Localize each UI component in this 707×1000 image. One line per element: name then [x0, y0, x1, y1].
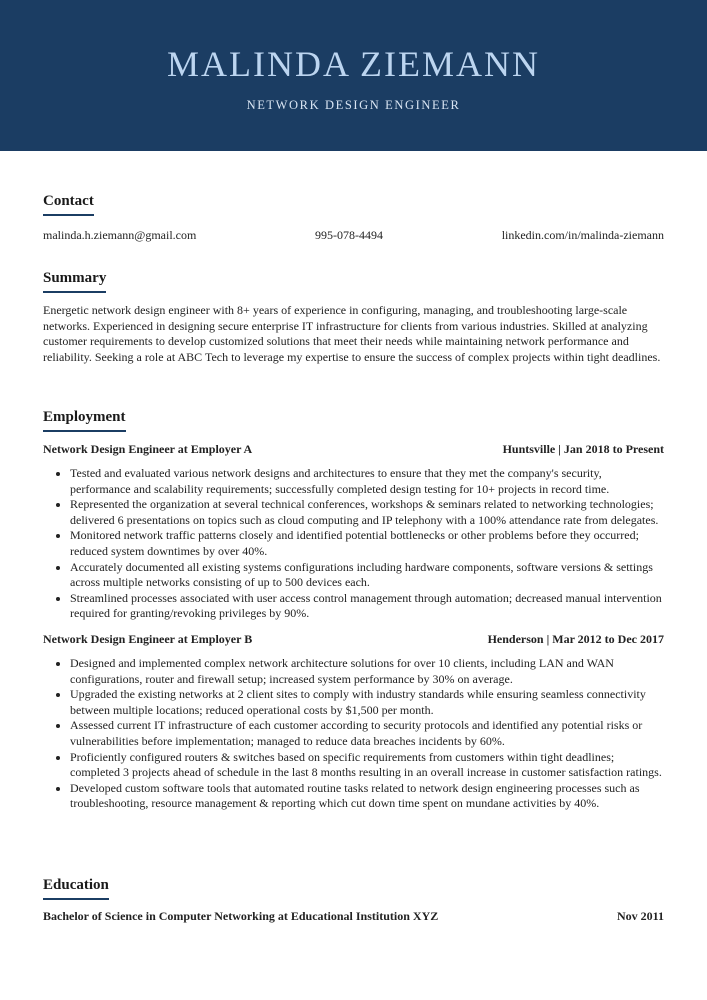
summary-text: Energetic network design engineer with 8+ years of experience in configuring, managing, and troubleshooting large-scale networks. Experienced in designing secure enterprise IT infrastructure for clients from various industries. Skilled at analyzing customer requirements to develop customized solutions that meet their needs while maintaining network performance and reliability. Seeking a role at ABC Tech to leverage my expertise to ensure the success of complex projects within tight deadlines.: [43, 303, 661, 364]
list-item: • Assessed current IT infrastructure of each customer according to security protocols and identified any potential risks or vulnerabilities before implementation; managed to reduce data breaches incidents by 60%.: [70, 718, 664, 749]
contact-heading: Contact: [43, 193, 94, 216]
candidate-name: MALINDA ZIEMANN: [167, 44, 540, 84]
list-item: • Upgraded the existing networks at 2 client sites to comply with industry standards while ensuring seamless connectivity between multiple locations; reduced operational costs by $1,500 per month.: [70, 687, 664, 718]
summary-heading: Summary: [43, 270, 106, 293]
job-header: [43, 632, 664, 647]
job-title: Network Design Engineer at Employer B: [43, 631, 253, 646]
list-item: • Developed custom software tools that automated routine tasks related to network design engineering processes such as troubleshooting, resource management & reporting which cut down time spent on mundane activities by 40%.: [70, 781, 664, 812]
list-item: • Streamlined processes associated with user access control management through automation; decreased manual intervention required for granting/revoking privileges by 90%.: [70, 591, 664, 622]
job-meta: Henderson | Mar 2012 to Dec 2017: [487, 631, 664, 646]
education-heading: Education: [43, 877, 109, 900]
employment-heading: Employment: [43, 409, 126, 432]
list-item: • Proficiently configured routers & switches based on specific requirements from customers within tight deadlines; completed 3 projects ahead of schedule in the last 8 months resulting in an overall increase in customer satisfaction ratings.: [70, 750, 664, 781]
job-bullets: [43, 466, 664, 622]
list-item: • Tested and evaluated various network designs and architectures to ensure that they met the company's security, performance and scalability requirements; successfully completed design testing for 10+ projects in record time.: [70, 466, 664, 497]
education-section: [43, 876, 664, 924]
contact-email[interactable]: malinda.h.ziemann@gmail.com: [43, 228, 197, 242]
job-title: Network Design Engineer at Employer A: [43, 442, 253, 456]
job-header: [43, 442, 664, 457]
summary-section: [43, 269, 664, 365]
list-item: • Monitored network traffic patterns closely and identified potential bottlenecks or other problems before they occurred; reduced system downtimes by over 40%.: [70, 528, 664, 559]
education-date: Nov 2011: [616, 909, 664, 923]
candidate-title: NETWORK DESIGN ENGINEER: [246, 98, 461, 112]
education-row: [43, 909, 664, 924]
contact-phone[interactable]: 995-078-4494: [315, 228, 384, 242]
contact-linkedin[interactable]: linkedin.com/in/malinda-ziemann: [501, 228, 664, 242]
job-meta: Huntsville | Jan 2018 to Present: [502, 442, 664, 456]
list-item: • Represented the organization at several technical conferences, workshops & seminars related to networking technologies; delivered 6 presentations on topics such as cloud computing and IP telephony with a 100% attendance rate from delegates.: [70, 497, 664, 528]
list-item: • Accurately documented all existing systems configurations including hardware components, software versions & settings across multiple networks consisting of up to 500 devices each.: [70, 560, 664, 591]
employment-section: [43, 408, 664, 812]
contact-section: [43, 192, 664, 243]
job-bullets: [43, 656, 664, 812]
list-item: • Designed and implemented complex network architecture solutions for over 10 clients, including LAN and WAN configurations, router and firewall setup; increased system performance by 30% on average.: [70, 656, 664, 687]
contact-row: [43, 228, 664, 243]
education-degree: Bachelor of Science in Computer Networking at Educational Institution XYZ: [43, 909, 439, 923]
resume-header: [0, 0, 707, 151]
